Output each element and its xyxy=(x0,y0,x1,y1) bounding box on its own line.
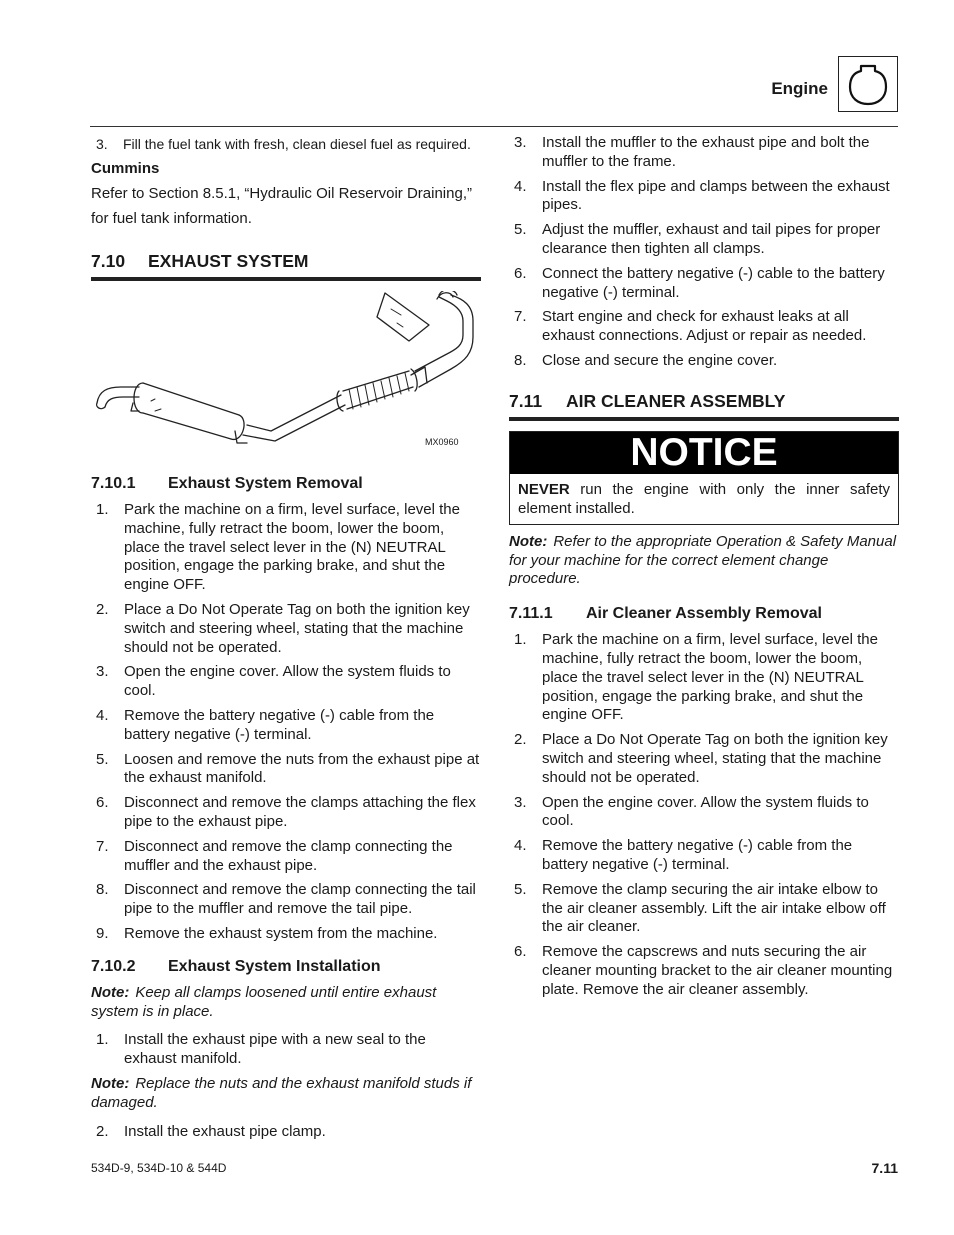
list-item: 4. Remove the battery negative (-) cable from the battery negative (-) terminal. xyxy=(96,706,435,743)
exhaust-installation-steps xyxy=(91,1031,481,1069)
list-item: 6. Connect the battery negative (-) cable to the battery negative (-) terminal. xyxy=(514,264,885,301)
notice-heading: NOTICE xyxy=(510,432,898,474)
exhaust-installation-steps xyxy=(91,1123,481,1142)
fuel-step xyxy=(91,135,481,154)
list-item: 3. Open the engine cover. Allow the system fluids to cool. xyxy=(514,793,869,830)
section-heading-exhaust xyxy=(91,251,481,281)
exhaust-removal-steps xyxy=(91,501,481,944)
note-text: Refer to the appropriate Operation & Safety Manual for your machine for the correct element change procedure. xyxy=(509,532,897,588)
subsection-number: 7.10.1 xyxy=(91,475,136,492)
note-label: Note: xyxy=(91,1074,130,1092)
subsection-title: Exhaust System Removal xyxy=(168,475,363,492)
list-item: 2. Install the exhaust pipe clamp. xyxy=(96,1122,326,1140)
list-item: 9. Remove the exhaust system from the machine. xyxy=(96,924,438,942)
exhaust-installation-steps-continued xyxy=(509,134,899,371)
subsection-title: Exhaust System Installation xyxy=(168,957,381,975)
cummins-paragraph: Refer to Section 8.5.1, “Hydraulic Oil Reservoir Draining,” for fuel tank information. xyxy=(91,185,472,227)
list-item: 8. Close and secure the engine cover. xyxy=(514,351,778,369)
note-text: Keep all clamps loosened until entire exhaust system is in place. xyxy=(91,983,437,1020)
list-item: 5. Loosen and remove the nuts from the exhaust pipe at the exhaust manifold. xyxy=(96,750,480,787)
section-number: 7.11 xyxy=(509,390,543,411)
subsection-title: Air Cleaner Assembly Removal xyxy=(586,605,822,623)
engine-outline-icon xyxy=(838,56,898,112)
list-item: 5. Adjust the muffler, exhaust and tail pipes for proper clearance then tighten all clamps. xyxy=(514,221,881,257)
section-heading-air-cleaner xyxy=(509,391,899,421)
left-column xyxy=(91,134,481,1147)
note xyxy=(91,984,481,1022)
list-item: 3. Install the muffler to the exhaust pipe and bolt the muffler to the frame. xyxy=(514,134,870,170)
list-item: 6. Disconnect and remove the clamps attaching the flex pipe to the exhaust pipe. xyxy=(96,794,476,830)
list-item: 3. Open the engine cover. Allow the system fluids to cool. xyxy=(96,663,451,700)
list-item: 1. Park the machine on a firm, level surface, level the machine, fully retract the boom, lower the boom, place the travel select lever in the (N) NEUTRAL position, engage the parking brake, and shut the engine OFF. xyxy=(514,631,878,724)
note-label: Note: xyxy=(509,532,548,550)
footer-models: 534D-9, 534D-10 & 544D xyxy=(91,1161,227,1175)
right-column xyxy=(509,134,899,1006)
note-label: Note: xyxy=(91,983,130,1001)
notice-message: run the engine with only the inner safety element installed. xyxy=(518,480,890,517)
step-number: 3. xyxy=(96,136,108,152)
subsection-heading-exhaust-removal xyxy=(91,475,481,493)
notice-box xyxy=(509,431,899,525)
air-cleaner-removal-steps xyxy=(509,631,899,999)
notice-text xyxy=(510,474,898,524)
exhaust-system-illustration xyxy=(91,291,481,461)
subsection-heading-exhaust-installation xyxy=(91,958,481,976)
cummins-heading: Cummins xyxy=(91,160,160,177)
list-item: 4. Install the flex pipe and clamps between the exhaust pipes. xyxy=(514,177,890,214)
list-item: 2. Place a Do Not Operate Tag on both the ignition key switch and steering wheel, stating that the machine should not be operated. xyxy=(96,600,470,656)
list-item: 1. Install the exhaust pipe with a new seal to the exhaust manifold. xyxy=(96,1031,426,1068)
notice-emphasis: NEVER xyxy=(518,480,570,498)
section-title: EXHAUST SYSTEM xyxy=(148,251,309,271)
section-title: AIR CLEANER ASSEMBLY xyxy=(566,390,786,411)
list-item: 1. Park the machine on a firm, level surface, level the machine, fully retract the boom, lower the boom, place the travel select lever in the (N) NEUTRAL position, engage the parking brake, and shut the engine OFF. xyxy=(96,501,460,594)
list-item: 4. Remove the battery negative (-) cable from the battery negative (-) terminal. xyxy=(514,837,853,873)
chapter-title: Engine xyxy=(771,79,828,98)
subsection-heading-air-cleaner-removal xyxy=(509,605,899,623)
header-divider xyxy=(90,126,898,127)
note xyxy=(91,1075,481,1113)
note xyxy=(509,533,899,589)
list-item: 5. Remove the clamp securing the air intake elbow to the air cleaner assembly. Lift the air intake elbow off the air cleaner. xyxy=(514,880,886,936)
list-item: 2. Place a Do Not Operate Tag on both the ignition key switch and steering wheel, stating that the machine should not be operated. xyxy=(514,731,888,786)
list-item: 7. Disconnect and remove the clamp connecting the muffler and the exhaust pipe. xyxy=(96,837,453,874)
note-text: Replace the nuts and the exhaust manifold studs if damaged. xyxy=(91,1074,472,1111)
list-item: 8. Disconnect and remove the clamp connecting the tail pipe to the muffler and remove the tail pipe. xyxy=(96,881,476,918)
figure-id: MX0960 xyxy=(425,437,459,447)
step-text: Fill the fuel tank with fresh, clean diesel fuel as required. xyxy=(123,136,471,152)
subsection-number: 7.11.1 xyxy=(509,605,553,623)
exhaust-system-figure xyxy=(91,291,481,461)
list-item: 7. Start engine and check for exhaust leaks at all exhaust connections. Adjust or repair as needed. xyxy=(514,308,867,345)
section-number: 7.10 xyxy=(91,251,126,271)
list-item: 6. Remove the capscrews and nuts securing the air cleaner mounting bracket to the air cleaner mounting plate. Remove the air cleaner assembly. xyxy=(514,943,893,998)
subsection-number: 7.10.2 xyxy=(91,957,136,975)
page-number: 7.11 xyxy=(871,1160,898,1176)
